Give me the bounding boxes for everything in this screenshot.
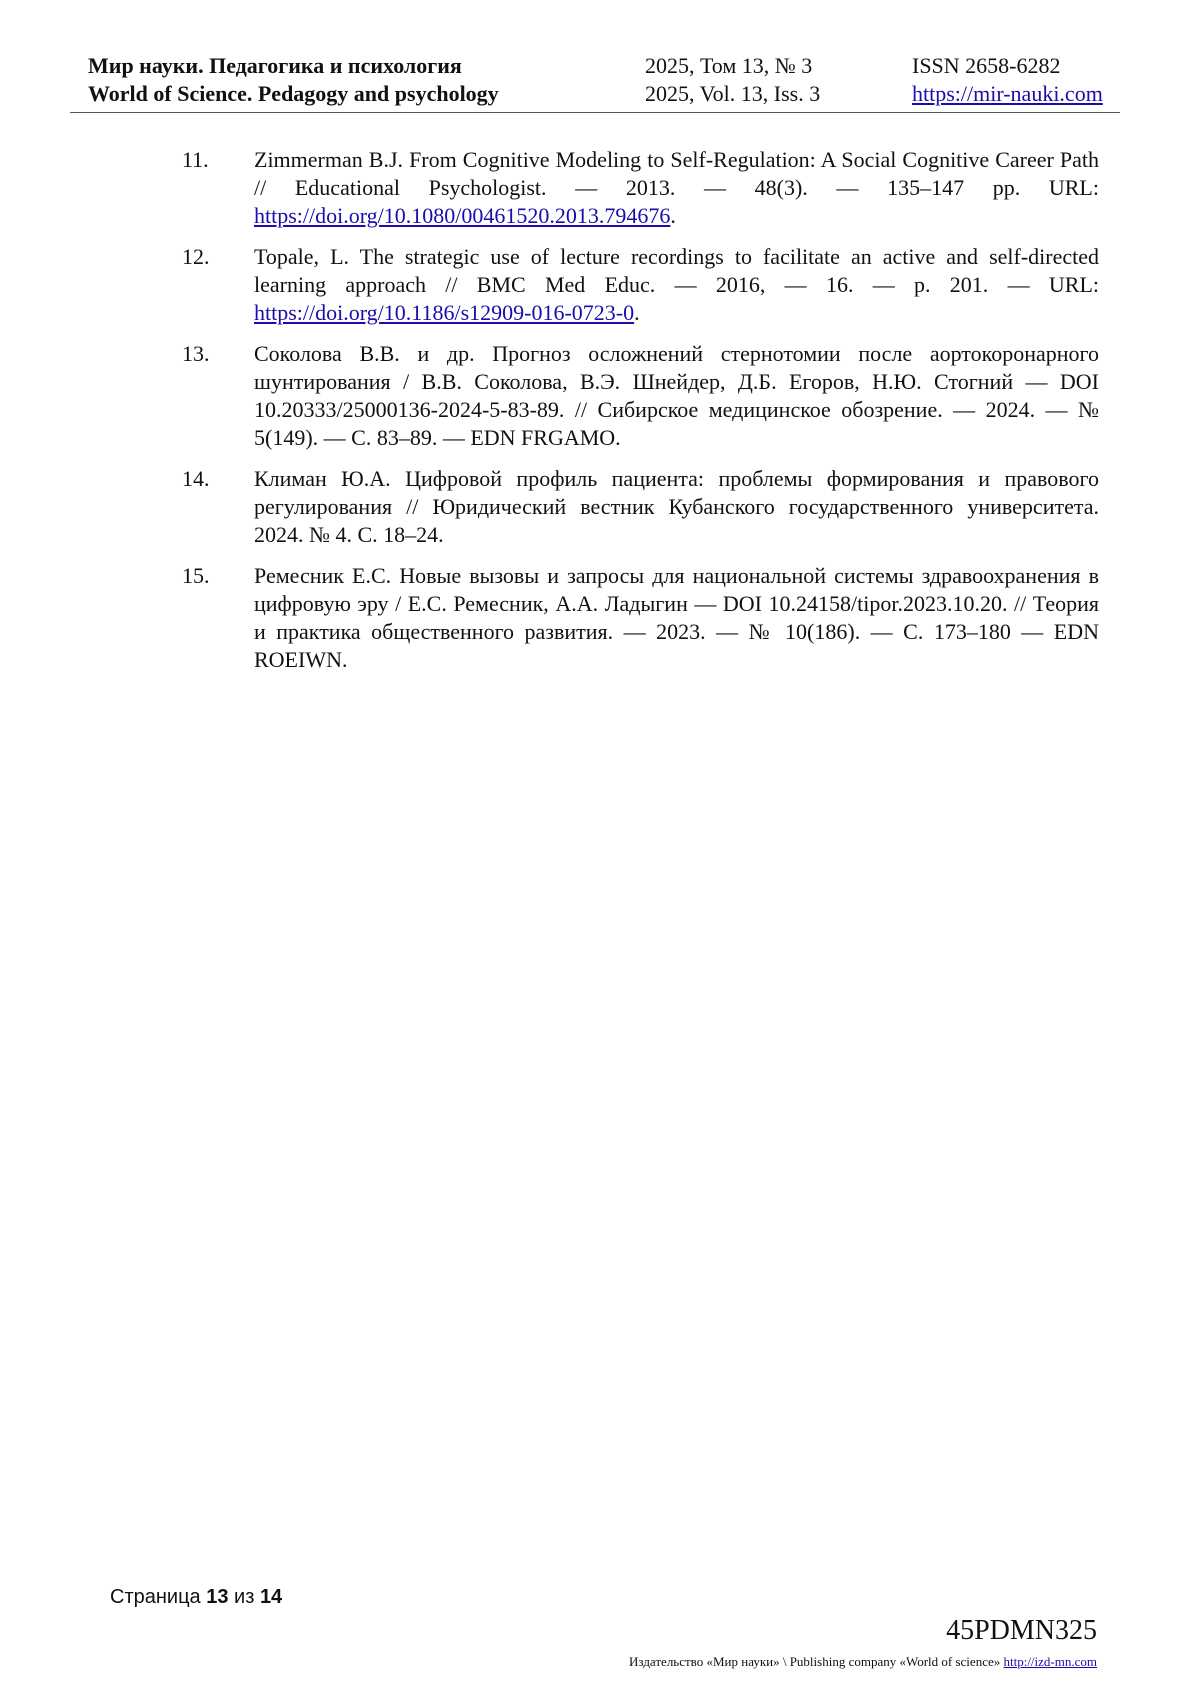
reference-end: . — [634, 300, 640, 325]
reference-number: 13. — [182, 341, 210, 366]
publisher-text: Издательство «Мир науки» \ Publishing company «World of science» — [629, 1654, 1004, 1669]
doi-link[interactable]: https://doi.org/10.1186/s12909-016-0723-0 — [254, 300, 635, 325]
page-separator: из — [234, 1586, 255, 1608]
publisher-link[interactable]: http://izd-mn.com — [1003, 1654, 1097, 1669]
reference-number: 11. — [182, 147, 209, 172]
issue-info — [645, 52, 820, 108]
article-code: 45PDMN325 — [946, 1615, 1097, 1646]
page-number — [110, 1586, 282, 1609]
reference-number: 15. — [182, 563, 210, 588]
doi-link[interactable]: https://doi.org/10.1080/00461520.2013.794676 — [254, 203, 671, 228]
journal-site-link[interactable]: https://mir-nauki.com — [912, 81, 1103, 106]
journal-title-en: World of Science. Pedagogy and psychology — [88, 81, 499, 106]
reference-item — [182, 562, 1099, 674]
page-total: 14 — [259, 1586, 283, 1608]
reference-item — [182, 243, 1099, 327]
reference-number: 14. — [182, 466, 210, 491]
page-current: 13 — [206, 1586, 229, 1608]
issue-info-ru: 2025, Том 13, № 3 — [645, 53, 813, 78]
reference-text: Zimmerman B.J. From Cognitive Modeling to Self-Regulation: A Social Cognitive Career Path // Educational Psychologist. — 2013. — 48(3). — 135–147 pp. URL: — [254, 147, 1099, 200]
publisher-line — [629, 1654, 1097, 1670]
reference-number: 12. — [182, 244, 210, 269]
journal-title-ru: Мир науки. Педагогика и психология — [88, 53, 462, 78]
issn-info — [912, 52, 1103, 108]
issn: ISSN 2658-6282 — [912, 53, 1061, 78]
journal-header — [70, 50, 1120, 113]
reference-item — [182, 340, 1099, 452]
reference-item — [182, 465, 1099, 549]
reference-end: . — [670, 203, 676, 228]
reference-text: Topale, L. The strategic use of lecture recordings to facilitate an active and self-directed learning approach // BMC Med Educ. — 2016, — 16. — p. 201. — URL: — [254, 244, 1099, 297]
reference-text: Ремесник Е.С. Новые вызовы и запросы для национальной системы здравоохранения в цифровую эру / Е.С. Ремесник, А.А. Ладыгин — DOI 10.24158/tipor.2023.10.20. // Теория и практика общественного развития. — 2023. — № 10(186). — С. 173–180 — EDN ROEIWN. — [254, 563, 1099, 672]
issue-info-en: 2025, Vol. 13, Iss. 3 — [645, 81, 821, 106]
reference-text: Соколова В.В. и др. Прогноз осложнений стернотомии после аортокоронарного шунтирования / В.В. Соколова, В.Э. Шнейдер, Д.Б. Егоров, Н.Ю. Стогний — DOI 10.20333/25000136-2024-5-83-89. // Сибирское медицинское обозрение. — 2024. — № 5(149). — С. 83–89. — EDN FRGAMO. — [254, 341, 1099, 450]
reference-list — [182, 146, 1099, 687]
reference-text: Климан Ю.А. Цифровой профиль пациента: проблемы формирования и правового регулирования // Юридический вестник Кубанского государственного университета. 2024. № 4. С. 18–24. — [254, 466, 1099, 547]
reference-item — [182, 146, 1099, 230]
page-prefix: Страница — [110, 1586, 201, 1608]
journal-title — [88, 52, 499, 108]
